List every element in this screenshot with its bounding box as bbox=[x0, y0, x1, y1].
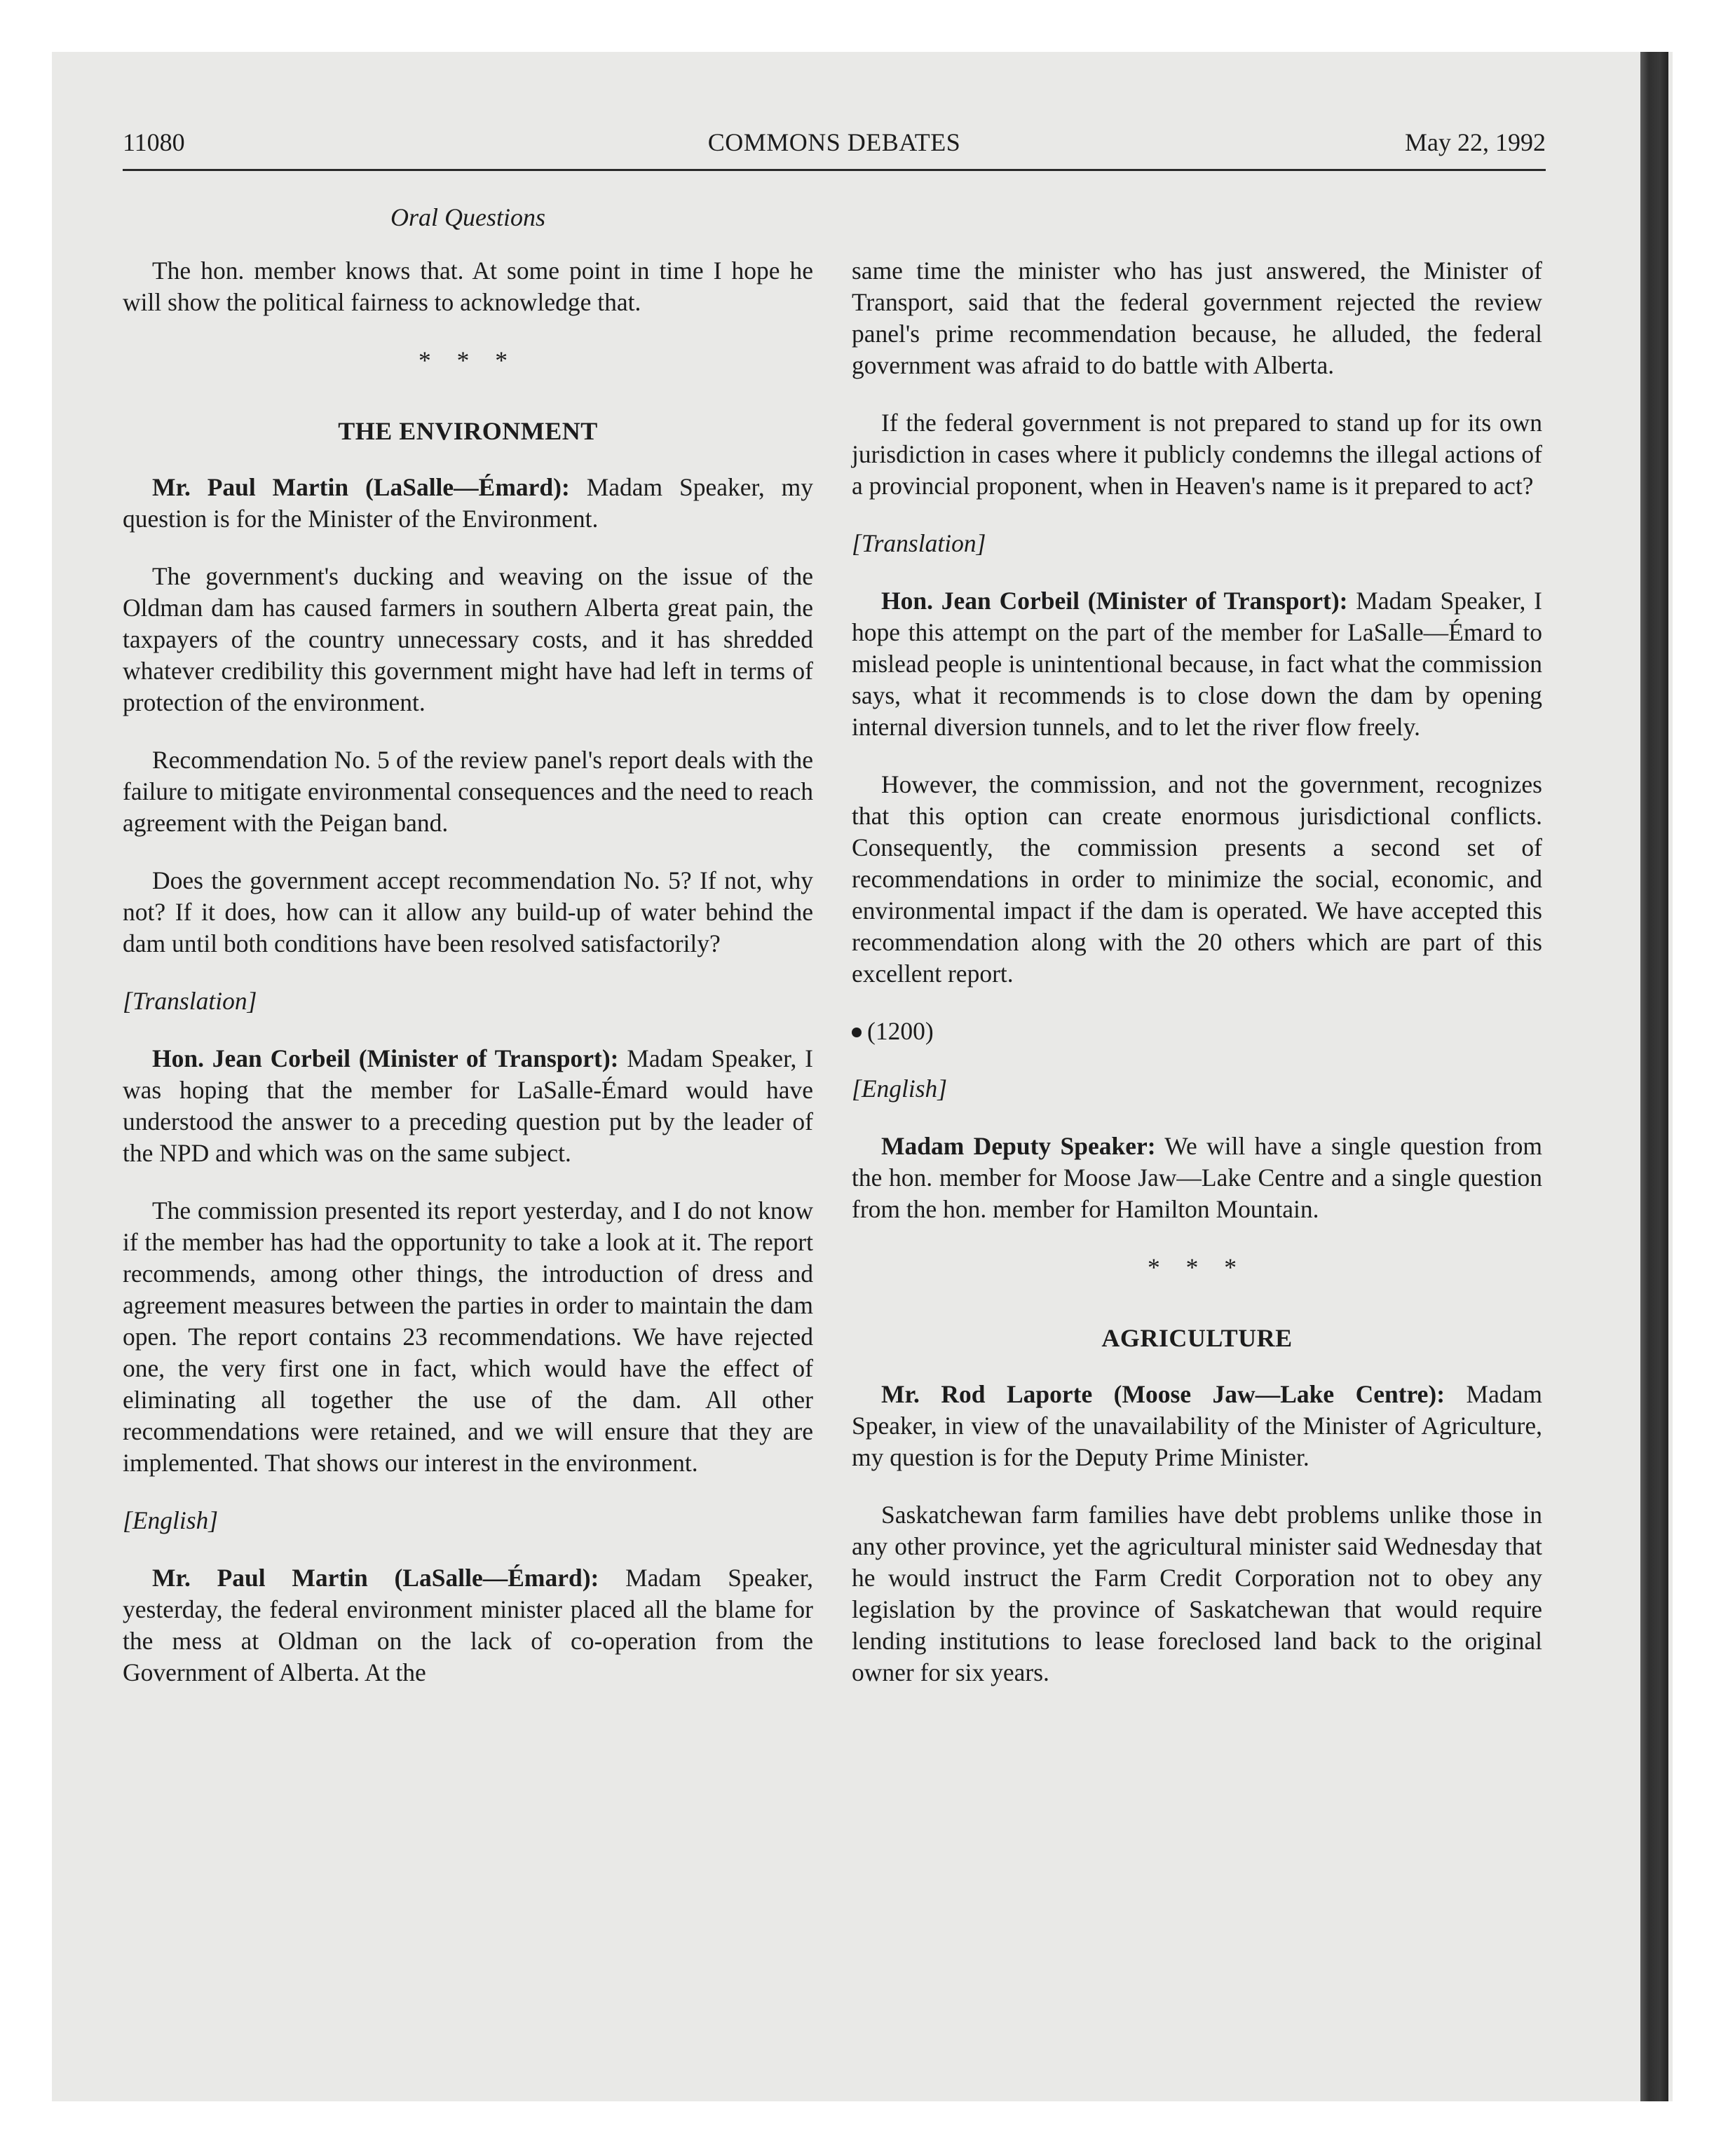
section-separator: * * * bbox=[419, 346, 517, 374]
speaker-name: Hon. Jean Corbeil (Minister of Transport): bbox=[881, 587, 1348, 615]
speech-text: Madam Speaker, in view of the unavailability of the Minister of Agriculture, my question is for the Deputy Prime Minister. bbox=[852, 1380, 1542, 1471]
right-column bbox=[852, 255, 1542, 1714]
speaker-name: Mr. Rod Laporte (Moose Jaw—Lake Centre): bbox=[881, 1380, 1445, 1408]
left-column bbox=[123, 255, 813, 1714]
bullet-icon bbox=[852, 1028, 862, 1037]
paragraph: Saskatchewan farm families have debt problems unlike those in any other province, yet the agricultural minister said Wednesday that he would instruct the Farm Credit Corporation not to obey any legislation by the province of Saskatchewan that would require lending institutions to lease foreclosed land back to the original owner for six years. bbox=[852, 1501, 1542, 1686]
speech-paragraph bbox=[852, 1379, 1542, 1473]
speech-paragraph bbox=[123, 472, 813, 535]
paragraph: The government's ducking and weaving on the issue of the Oldman dam has caused farmers in southern Alberta great pain, the taxpayers of the country unnecessary costs, and it has shredded whatever credibility this government might have had left in terms of protection of the environment. bbox=[123, 562, 813, 716]
language-marker: [Translation] bbox=[123, 987, 257, 1015]
page-edge-shadow bbox=[1640, 52, 1668, 2101]
speech-text: Madam Speaker, my question is for the Minister of the Environment. bbox=[123, 473, 814, 533]
speaker-name: Madam Deputy Speaker: bbox=[881, 1132, 1156, 1160]
speech-paragraph bbox=[123, 1043, 813, 1169]
speaker-name: Hon. Jean Corbeil (Minister of Transport): bbox=[152, 1044, 619, 1072]
speech-paragraph bbox=[123, 1562, 813, 1688]
paragraph: Recommendation No. 5 of the review panel's report deals with the failure to mitigate environmental consequences and the need to reach agreement with the Peigan band. bbox=[123, 746, 813, 837]
speech-paragraph bbox=[852, 1131, 1542, 1225]
language-marker: [English] bbox=[123, 1506, 219, 1534]
speech-text: Madam Speaker, yesterday, the federal environment minister placed all the blame for the mess at Oldman on the lack of co-operation from the Government of Alberta. At the bbox=[123, 1564, 814, 1686]
page-number: 11080 bbox=[123, 128, 185, 156]
paragraph: Does the government accept recommendation No. 5? If not, why not? If it does, how can it allow any build-up of water behind the dam until both conditions have been resolved satisfactorily? bbox=[123, 866, 813, 957]
page-header bbox=[123, 128, 1546, 170]
timestamp bbox=[852, 1016, 1542, 1047]
publication-date: May 22, 1992 bbox=[1405, 128, 1546, 156]
speech-text: Madam Speaker, I was hoping that the member for LaSalle-Émard would have understood the answer to a preceding question put by the leader of the NPD and which was on the same subject. bbox=[123, 1044, 813, 1167]
speaker-name: Mr. Paul Martin (LaSalle—Émard): bbox=[152, 1564, 599, 1592]
speech-text: We will have a single question from the hon. member for Moose Jaw—Lake Centre and a single question from the hon. member for Hamilton Mountain. bbox=[852, 1132, 1542, 1223]
speech-text: Madam Speaker, I hope this attempt on the part of the member for LaSalle—Émard to mislead people is unintentional because, in fact what the commission says, what it recommends is to close down the dam by opening internal diversion tunnels, and to let the river flow freely. bbox=[852, 587, 1542, 741]
language-marker: [English] bbox=[852, 1074, 948, 1103]
speaker-name: Mr. Paul Martin (LaSalle—Émard): bbox=[152, 473, 570, 501]
paragraph: The hon. member knows that. At some point in time I hope he will show the political fairness to acknowledge that. bbox=[123, 257, 813, 316]
section-separator: * * * bbox=[1148, 1253, 1246, 1281]
paragraph: The commission presented its report yesterday, and I do not know if the member has had the opportunity to take a look at it. The report recommends, among other things, the introduction of dress and agreement measures between the parties in order to maintain the dam open. The report contains 23 recommendations. We have rejected one, the very first one in fact, which would have the effect of eliminating all together the use of the dam. All other recommendations were retained, and we will ensure that they are implemented. That shows our interest in the environment. bbox=[123, 1196, 813, 1477]
paragraph: However, the commission, and not the government, recognizes that this option can create enormous jurisdictional conflicts. Consequently, the commission presents a second set of recommendations in order to minimize the social, economic, and environmental impact if the dam is operated. We have accepted this recommendation along with the 20 others which are part of this excellent report. bbox=[852, 770, 1542, 988]
paragraph: same time the minister who has just answered, the Minister of Transport, said that the federal government rejected the review panel's prime recommendation because, he alluded, the federal government was afraid to do battle with Alberta. bbox=[852, 257, 1542, 379]
section-heading: AGRICULTURE bbox=[1101, 1324, 1293, 1352]
timestamp-text: (1200) bbox=[867, 1017, 934, 1045]
publication-title: COMMONS DEBATES bbox=[707, 128, 961, 156]
speech-paragraph bbox=[852, 585, 1542, 743]
section-label: Oral Questions bbox=[390, 203, 545, 231]
section-heading: THE ENVIRONMENT bbox=[338, 417, 598, 445]
paragraph: If the federal government is not prepared to stand up for its own jurisdiction in cases where it publicly condemns the illegal actions of a provincial proponent, when in Heaven's name is it prepared to act? bbox=[852, 409, 1542, 500]
language-marker: [Translation] bbox=[852, 529, 986, 557]
header-rule bbox=[123, 169, 1546, 171]
